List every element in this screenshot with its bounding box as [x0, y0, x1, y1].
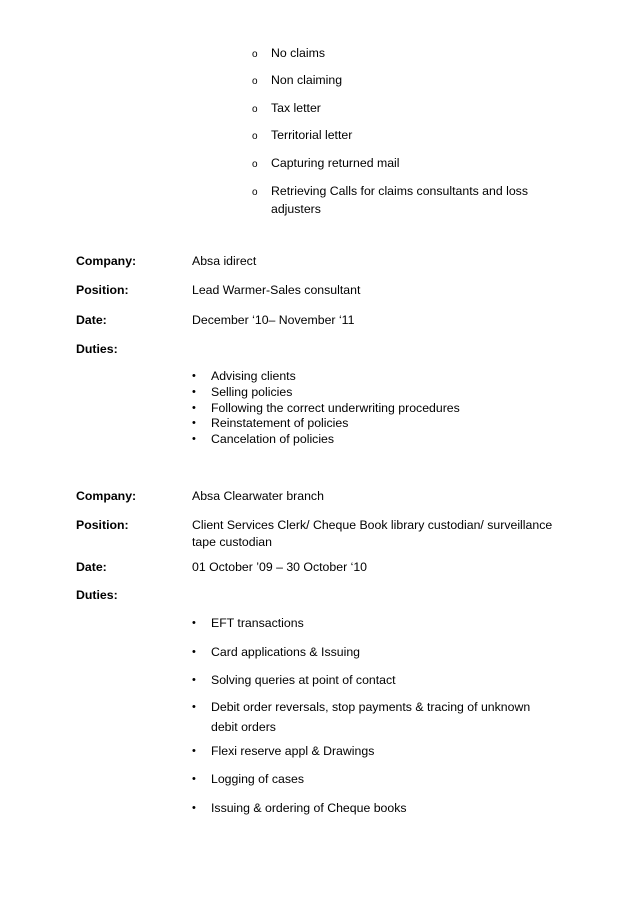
bullet-icon: • [192, 370, 196, 382]
hollow-bullet-icon: o [252, 159, 258, 170]
bullet-icon: • [192, 802, 196, 814]
list-item-text: Reinstatement of policies [211, 416, 349, 430]
bullet-icon: • [192, 433, 196, 445]
bullet-icon: • [192, 617, 196, 629]
bullet-icon: • [192, 386, 196, 398]
company-value: Absa Clearwater branch [192, 489, 324, 503]
company-label: Company: [76, 489, 137, 503]
list-item-text: Debit order reversals, stop payments & tracing of unknown debit orders [211, 700, 531, 734]
list-item-text: Cancelation of policies [211, 432, 335, 446]
hollow-bullet-icon: o [252, 131, 258, 142]
date-value: 01 October ’09 – 30 October ‘10 [192, 560, 367, 574]
list-item-text: Issuing & ordering of Cheque books [211, 801, 407, 815]
date-label: Date: [76, 313, 107, 327]
list-item-text: Tax letter [271, 101, 321, 115]
duties-label: Duties: [76, 342, 118, 356]
bullet-icon: • [192, 745, 196, 757]
bullet-icon: • [192, 402, 196, 414]
position-label: Position: [76, 283, 129, 297]
duties-label: Duties: [76, 588, 118, 602]
bullet-icon: • [192, 417, 196, 429]
hollow-bullet-icon: o [252, 104, 258, 115]
hollow-bullet-icon: o [252, 187, 258, 198]
bullet-icon: • [192, 646, 196, 658]
list-item-text: Advising clients [211, 369, 296, 383]
company-label: Company: [76, 254, 137, 268]
list-item-text: No claims [271, 46, 325, 60]
date-label: Date: [76, 560, 107, 574]
list-item-text: EFT transactions [211, 616, 304, 630]
hollow-bullet-icon: o [252, 76, 258, 87]
bullet-icon: • [192, 674, 196, 686]
list-item-text: Card applications & Issuing [211, 645, 361, 659]
list-item-text: Following the correct underwriting procedures [211, 401, 460, 415]
company-value: Absa idirect [192, 254, 257, 268]
position-label: Position: [76, 518, 129, 532]
position-value: Lead Warmer-Sales consultant [192, 283, 361, 297]
list-item-text: Flexi reserve appl & Drawings [211, 744, 375, 758]
list-item-text: Non claiming [271, 73, 343, 87]
list-item-text: Retrieving Calls for claims consultants and loss adjusters [271, 184, 528, 216]
list-item-text: Solving queries at point of contact [211, 673, 396, 687]
list-item-text: Capturing returned mail [271, 156, 400, 170]
bullet-icon: • [192, 773, 196, 785]
bullet-icon: • [192, 701, 196, 713]
list-item-text: Logging of cases [211, 772, 304, 786]
list-item-text: Territorial letter [271, 128, 353, 142]
list-item-text: Selling policies [211, 385, 293, 399]
date-value: December ‘10– November ‘11 [192, 313, 355, 327]
hollow-bullet-icon: o [252, 49, 258, 60]
position-value: Client Services Clerk/ Cheque Book library custodian/ surveillance tape custodian [192, 518, 553, 549]
